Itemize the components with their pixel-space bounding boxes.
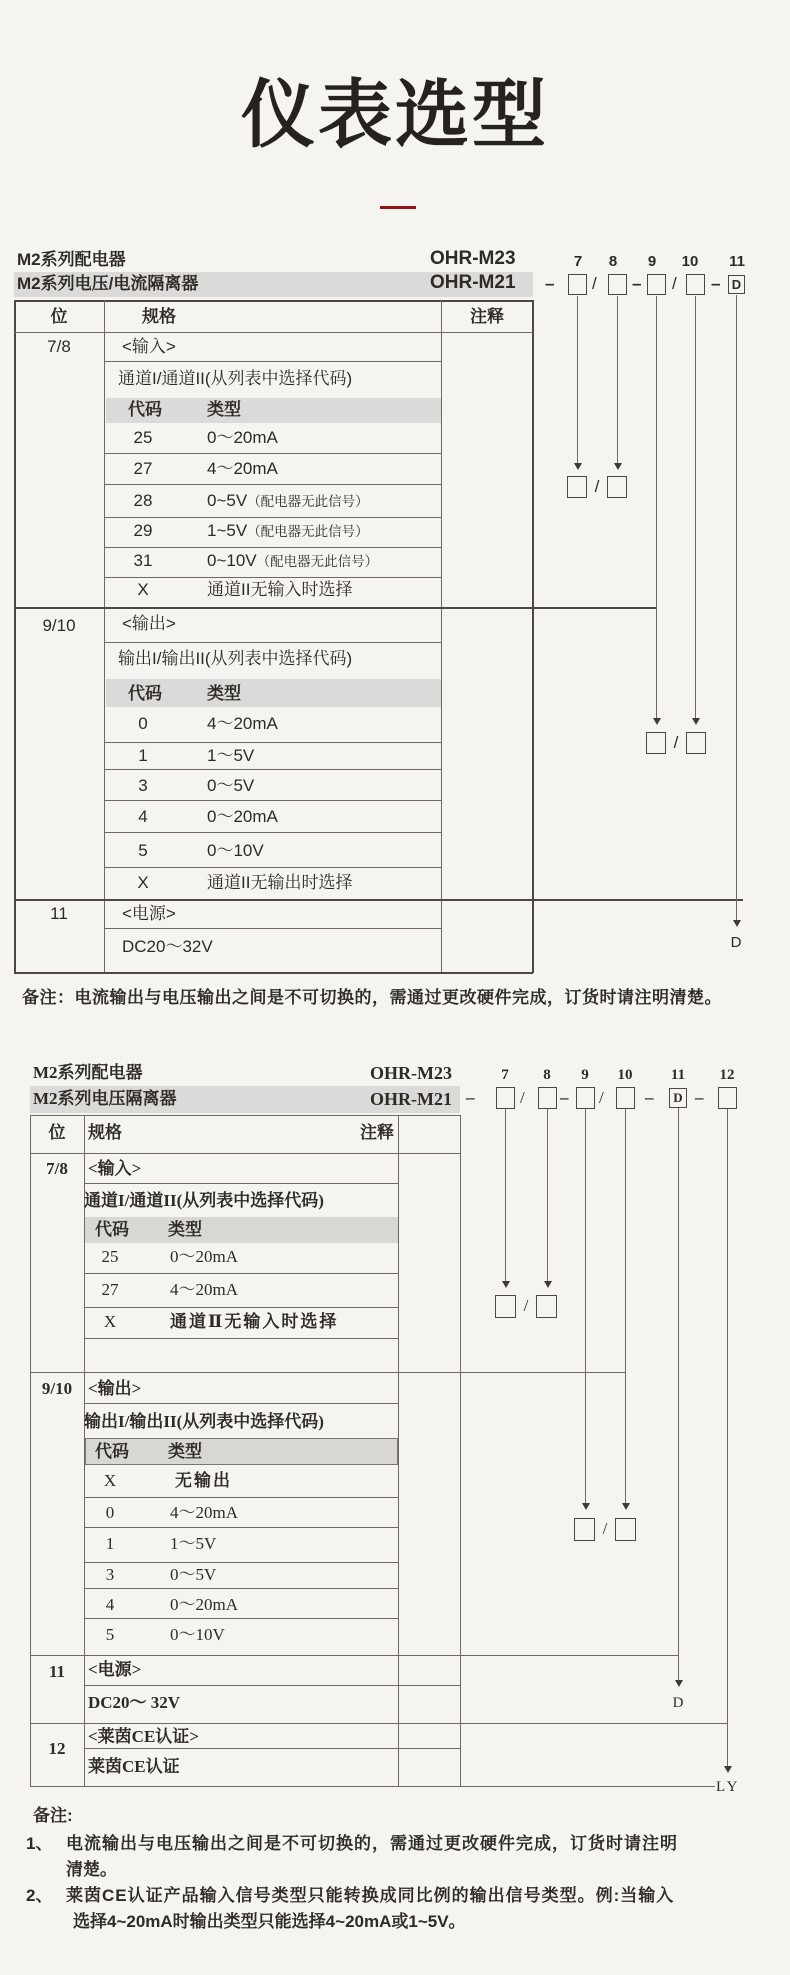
type-cell: 0~5V（配电器无此信号） — [207, 491, 369, 510]
group-title: <输出> — [122, 614, 176, 633]
row-line — [84, 1338, 398, 1339]
type-cell: 无输出 — [175, 1471, 232, 1490]
row-line — [84, 1685, 461, 1686]
code-cell: 0 — [138, 714, 148, 733]
code-cell: 27 — [101, 1280, 119, 1299]
separator-dash: – — [645, 1088, 654, 1107]
header-note: 注释 — [360, 1123, 394, 1142]
group-title: <电源> — [122, 904, 176, 923]
col-code: 代码 — [95, 1442, 129, 1461]
pointer-line-8 — [547, 1109, 548, 1281]
power-value: DC20～32V — [122, 937, 213, 956]
type-cell: 4～20mA — [207, 714, 278, 733]
separator-slash: / — [594, 477, 600, 496]
group-pos: 9/10 — [42, 616, 76, 635]
note-line: 电流输出与电压输出之间是不可切换的，需通过更改硬件完成，订货时请注明 — [66, 1834, 678, 1853]
power-code-label: D — [672, 1695, 684, 1711]
group-line-extended — [30, 1723, 727, 1724]
separator-slash: / — [673, 733, 679, 752]
separator-dash: – — [560, 1088, 569, 1107]
group-title: <莱茵CE认证> — [88, 1727, 199, 1746]
group-line-extended — [30, 1655, 678, 1656]
arrow-down-icon — [724, 1766, 732, 1773]
code-cell: 5 — [105, 1625, 115, 1644]
group-subtitle: 通道I/通道II(从列表中选择代码) — [84, 1191, 324, 1210]
model-code: OHR-M21 — [370, 1089, 452, 1109]
row-line — [84, 1562, 398, 1563]
arrow-down-icon — [544, 1281, 552, 1288]
digit-label: 11 — [670, 1067, 686, 1083]
group-pos: 7/8 — [47, 337, 71, 356]
note-number: 1、 — [26, 1834, 53, 1853]
code-cell: X — [103, 1312, 117, 1331]
group-title: <电源> — [88, 1660, 142, 1679]
digit-label: 9 — [647, 253, 657, 270]
type-cell: 通道II无输入时选择 — [207, 580, 353, 599]
row-line — [84, 1273, 398, 1274]
code-box-10 — [616, 1087, 635, 1109]
code-cell: X — [137, 873, 149, 892]
digit-label: 9 — [581, 1067, 589, 1083]
group-pos: 12 — [48, 1739, 66, 1758]
col-code: 代码 — [95, 1220, 129, 1239]
code-box-8 — [538, 1087, 557, 1109]
separator-slash: / — [672, 274, 677, 293]
type-cell: 4～20mA — [207, 459, 278, 478]
header-pos: 位 — [48, 1123, 66, 1142]
col-type: 类型 — [207, 400, 241, 419]
note-number: 2、 — [26, 1886, 53, 1905]
separator-dash: – — [632, 274, 642, 293]
group-pos: 9/10 — [41, 1379, 73, 1398]
type-cell: 1～5V — [207, 746, 255, 765]
series-name: M2系列配电器 — [17, 250, 126, 269]
type-cell: 0～5V — [170, 1565, 217, 1584]
code-cell: X — [137, 580, 149, 599]
type-cell: 0～20mA — [170, 1247, 238, 1266]
series-name: M2系列电压/电流隔离器 — [17, 274, 199, 293]
code-cell: 29 — [133, 521, 153, 540]
type-cell: 通道Ⅱ无输入时选择 — [170, 1312, 339, 1331]
code-cell: 4 — [138, 807, 148, 826]
code-type-band — [85, 1217, 398, 1243]
output-pair-box — [574, 1518, 595, 1541]
header-spec: 规格 — [142, 307, 176, 326]
input-pair-box — [536, 1295, 557, 1318]
row-line — [84, 1183, 398, 1184]
ce-value: 莱茵CE认证 — [88, 1757, 180, 1776]
type-cell: 0～20mA — [207, 807, 278, 826]
separator-dash: – — [711, 274, 721, 293]
model-code: OHR-M21 — [430, 272, 516, 293]
code-cell: 4 — [105, 1595, 115, 1614]
separator-dash: – — [466, 1088, 475, 1107]
digit-label: 7 — [573, 253, 583, 270]
type-cell: 4～20mA — [170, 1503, 238, 1522]
pointer-line-9 — [585, 1109, 586, 1503]
code-cell: 1 — [138, 746, 148, 765]
separator-slash: / — [592, 274, 597, 293]
col-type: 类型 — [168, 1220, 202, 1239]
type-cell: 0～20mA — [207, 428, 278, 447]
group-subtitle: 通道I/通道II(从列表中选择代码) — [118, 369, 353, 388]
model-code: OHR-M23 — [430, 248, 516, 269]
header-spec: 规格 — [88, 1123, 122, 1142]
ce-code-label: LY — [716, 1779, 741, 1795]
separator-slash: / — [602, 1519, 608, 1538]
digit-label: 10 — [681, 253, 699, 270]
model-code: OHR-M23 — [370, 1063, 452, 1083]
table-bottom-extended — [30, 1786, 715, 1787]
note-line: 莱茵CE认证产品输入信号类型只能转换成同比例的输出信号类型。例:当输入 — [66, 1886, 675, 1905]
note-line: 选择4~20mA时输出类型只能选择4~20mA或1~5V。 — [73, 1912, 466, 1931]
digit-label: 11 — [729, 253, 745, 270]
type-cell: 0～5V — [207, 776, 255, 795]
arrow-down-icon — [675, 1680, 683, 1687]
type-cell: 通道II无输出时选择 — [207, 873, 353, 892]
output-pair-box — [615, 1518, 636, 1541]
code-cell: 31 — [133, 551, 153, 570]
digit-label: 7 — [501, 1067, 509, 1083]
group-line-extended — [30, 1372, 625, 1373]
code-box-11-d: D — [728, 275, 745, 294]
group-pos: 11 — [50, 904, 68, 923]
header-pos: 位 — [50, 307, 68, 326]
type-cell: 1～5V — [170, 1534, 217, 1553]
table-border — [460, 1115, 461, 1787]
row-line — [84, 1618, 398, 1619]
table-border — [30, 1115, 461, 1116]
code-cell: 5 — [138, 841, 148, 860]
arrow-down-icon — [502, 1281, 510, 1288]
code-type-band — [85, 1438, 398, 1465]
type-cell: 0～20mA — [170, 1595, 238, 1614]
power-code-label: D — [730, 934, 742, 951]
code-box-12 — [718, 1087, 737, 1109]
row-line — [84, 1403, 398, 1404]
code-cell: 1 — [105, 1534, 115, 1553]
type-cell: 0~10V（配电器无此信号） — [207, 551, 379, 570]
pointer-line-7 — [505, 1109, 506, 1281]
type-cell: 0～10V — [170, 1625, 225, 1644]
code-box-11-d: D — [669, 1088, 687, 1108]
digit-label: 10 — [617, 1067, 633, 1083]
digit-label: 8 — [608, 253, 618, 270]
code-box-9 — [576, 1087, 595, 1109]
table-border — [30, 1115, 31, 1787]
col-code: 代码 — [128, 684, 162, 703]
code-cell: 3 — [105, 1565, 115, 1584]
row-line — [84, 1748, 461, 1749]
arrow-down-icon — [582, 1503, 590, 1510]
col-type: 类型 — [207, 684, 241, 703]
row-line — [84, 1307, 398, 1308]
row-line — [84, 1527, 398, 1528]
code-cell: 25 — [133, 428, 153, 447]
row-line — [84, 1588, 398, 1589]
section-note: 备注：电流输出与电压输出之间是不可切换的，需通过更改硬件完成，订货时请注明清楚。 — [22, 988, 722, 1007]
series-name: M2系列电压隔离器 — [33, 1089, 177, 1108]
code-cell: X — [103, 1471, 117, 1490]
power-value: DC20～ 32V — [88, 1693, 181, 1712]
separator-slash: / — [523, 1296, 529, 1315]
digit-label: 12 — [719, 1067, 735, 1083]
code-cell: 3 — [138, 776, 148, 795]
pointer-line-12 — [727, 1109, 728, 1766]
notes-title: 备注: — [33, 1806, 73, 1825]
type-cell: 0～10V — [207, 841, 264, 860]
group-pos: 7/8 — [46, 1159, 68, 1178]
note-line: 清楚。 — [66, 1860, 117, 1879]
col-code: 代码 — [128, 400, 162, 419]
header-note: 注释 — [470, 307, 504, 326]
group-pos: 11 — [48, 1662, 66, 1681]
pointer-line-10 — [625, 1109, 626, 1503]
separator-slash: / — [520, 1088, 525, 1107]
separator-dash: – — [545, 274, 555, 293]
row-line — [30, 1153, 461, 1154]
group-title: <输入> — [88, 1159, 142, 1178]
code-cell: 0 — [105, 1503, 115, 1522]
group-subtitle: 输出I/输出II(从列表中选择代码) — [84, 1412, 324, 1431]
separator-slash: / — [599, 1088, 604, 1107]
group-title: <输出> — [88, 1379, 142, 1398]
pointer-line-11 — [678, 1108, 679, 1680]
code-box-7 — [496, 1087, 515, 1109]
type-cell: 4～20mA — [170, 1280, 238, 1299]
type-cell: 1~5V（配电器无此信号） — [207, 521, 369, 540]
code-cell: 27 — [133, 459, 153, 478]
separator-dash: – — [695, 1088, 704, 1107]
page-title: 仪表选型 — [241, 73, 549, 156]
input-pair-box — [495, 1295, 516, 1318]
code-cell: 28 — [133, 491, 153, 510]
row-line — [84, 1497, 398, 1498]
series-name: M2系列配电器 — [33, 1063, 143, 1082]
col-type: 类型 — [168, 1442, 202, 1461]
digit-label: 8 — [543, 1067, 551, 1083]
group-title: <输入> — [122, 337, 176, 356]
arrow-down-icon — [622, 1503, 630, 1510]
code-cell: 25 — [101, 1247, 119, 1266]
group-subtitle: 输出I/输出II(从列表中选择代码) — [118, 649, 353, 668]
